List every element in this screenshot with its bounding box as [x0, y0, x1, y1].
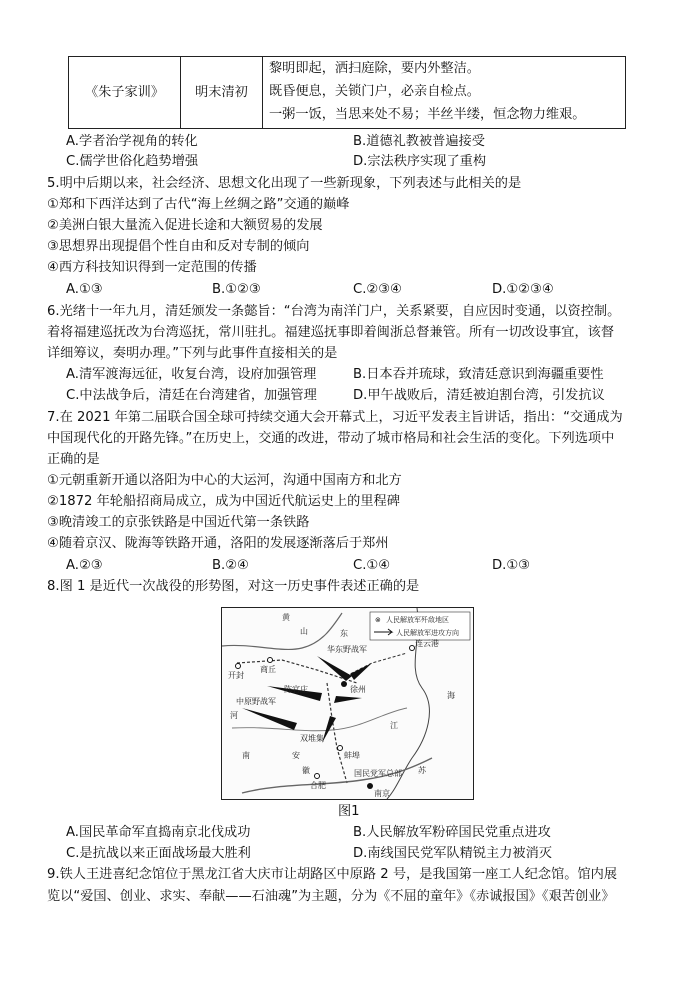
map-label-bengbu: 蚌埠: [344, 751, 360, 760]
legend-attack-label: 人民解放军进攻方向: [396, 629, 459, 637]
q4-option-a: A.学者治学视角的转化: [66, 134, 198, 149]
q6-option-c: C.中法战争后，清廷在台湾建省，加强管理: [66, 388, 317, 403]
city-dot: [315, 774, 320, 779]
map-label-huang: 黄: [282, 613, 290, 622]
q5-option-b: B.①②③: [212, 282, 261, 297]
q5-item: ②美洲白银大量流入促进长途和大额贸易的发展: [47, 218, 323, 233]
city-dot: [410, 646, 415, 651]
table-source-text: 《朱子家训》: [84, 85, 165, 100]
city-dot: [341, 681, 347, 687]
map-label-jiang: 江: [390, 721, 398, 730]
table-period-text: 明末清初: [195, 85, 248, 100]
q7-option-c: C.①④: [353, 558, 391, 573]
q8-option-b: B.人民解放军粉碎国民党重点进攻: [353, 825, 551, 840]
q8-option-c: C.是抗战以来正面战场最大胜利: [66, 846, 251, 861]
map-label-kaifeng: 开封: [228, 671, 244, 680]
q6-option-a: A.清军渡海远征，收复台湾，设府加强管理: [66, 367, 317, 382]
q7-option-d: D.①③: [492, 558, 530, 573]
q8-option-d: D.南线国民党军队精锐主力被消灭: [353, 846, 552, 861]
map-label-shangqiu: 商丘: [260, 665, 276, 674]
city-dot: [338, 746, 343, 751]
q5-item: ①郑和下西洋达到了古代“海上丝绸之路”交通的巅峰: [47, 197, 350, 212]
map-label-xuzhou: 徐州: [350, 685, 366, 694]
map-label-an: 安: [292, 751, 300, 760]
map-label-hefei: 合肥: [310, 781, 326, 790]
table-content-line: 既昏便息，关锁门户，必亲自检点。: [269, 84, 480, 99]
q5-option-a: A.①③: [66, 282, 103, 297]
q5-stem: 5.明中后期以来，社会经济、思想文化出现了一些新现象，下列表述与此相关的是: [47, 176, 522, 191]
city-dot: [236, 664, 241, 669]
q8-stem: 8.图 1 是近代一次战役的形势图，对这一历史事件表述正确的是: [47, 579, 420, 594]
q6-stem-line: 详细筹议，奏明办理。”下列与此事件直接相关的是: [47, 346, 338, 361]
q4-option-c: C.儒学世俗化趋势增强: [66, 154, 199, 169]
q4-option-d: D.宗法秩序实现了重构: [353, 154, 487, 169]
q6-option-b: B.日本吞并琉球，致清廷意识到海疆重要性: [353, 367, 604, 382]
q5-item: ④西方科技知识得到一定范围的传播: [47, 260, 257, 275]
map-label-shuangdui: 双堆集: [300, 734, 324, 743]
figure-caption: 图1: [338, 804, 360, 819]
map-label-nanjing: 南京: [374, 789, 390, 798]
q4-option-b: B.道德礼教被普遍接受: [353, 134, 485, 149]
q7-item: ②1872 年轮船招商局成立，成为中国近代航运史上的里程碑: [47, 494, 400, 509]
map-label-lianyungang: 连云港: [415, 639, 439, 648]
q9-line: 9.铁人王进喜纪念馆位于黑龙江省大庆市让胡路区中原路 2 号，是我国第一座工人纪念馆。馆内展: [47, 867, 618, 882]
q5-option-d: D.①②③④: [492, 282, 554, 297]
map-label-he: 河: [230, 711, 238, 720]
q7-option-b: B.②④: [212, 558, 249, 573]
q7-stem-line: 中国现代化的开路先锋。”在历史上，交通的改进，带动了城市格局和社会生活的变化。下列选项中: [47, 431, 615, 446]
table-cell-source: [69, 57, 181, 128]
map-label-nan: 南: [242, 751, 250, 760]
attack-arrow: [242, 708, 297, 730]
q7-item: ④随着京汉、陇海等铁路开通，洛阳的发展逐渐落后于郑州: [47, 536, 389, 551]
q6-option-d: D.甲午战败后，清廷被迫割台湾，引发抗议: [353, 388, 605, 403]
map-label-guomindang: 国民党军总部: [354, 769, 402, 778]
city-dot: [268, 658, 273, 663]
map-label-shan: 山: [300, 627, 308, 636]
legend-annihilation-label: 人民解放军歼敌地区: [386, 616, 449, 624]
battle-map: [221, 607, 474, 800]
q9-line: 览以“爱国、创业、求实、奉献——石油魂”为主题，分为《不屈的童年》《赤诚报国》《艰苦创业》: [47, 889, 615, 904]
map-label-dong: 东: [340, 629, 348, 638]
map-label-hai: 海: [447, 691, 455, 700]
huai-river: [232, 708, 407, 731]
q7-stem-line: 正确的是: [47, 452, 100, 467]
map-label-hui: 徽: [302, 766, 310, 775]
q7-stem-line: 7.在 2021 年第二届联合国全球可持续交通大会开幕式上，习近平发表主旨讲话，指出：“交通成为: [47, 410, 623, 425]
attack-arrow: [317, 656, 352, 681]
map-label-su: 苏: [418, 766, 426, 775]
q8-option-a: A.国民革命军直捣南京北伐成功: [66, 825, 251, 840]
q6-stem-line: 着将福建巡抚改为台湾巡抚，常川驻扎。福建巡抚事即着闽浙总督兼管。所有一切改设事宜，该督: [47, 325, 615, 340]
map-label-zhongyuan: 中原野战军: [236, 697, 276, 706]
attack-arrow: [334, 696, 362, 703]
q6-stem-line: 6.光绪十一年九月，清廷颁发一条懿旨：“台湾为南洋门户，关系紧要，自应因时变通，以资控制。: [47, 304, 621, 319]
legend-cross-icon: ⊗: [375, 616, 381, 624]
q7-item: ③晚清竣工的京张铁路是中国近代第一条铁路: [47, 515, 310, 530]
table-content-line: 一粥一饭，当思来处不易；半丝半缕，恒念物力维艰。: [269, 107, 586, 122]
map-label-chenguanzhuang: 陈官庄: [284, 685, 308, 694]
quote-table: [68, 56, 626, 129]
table-cell-period: [181, 57, 263, 128]
q5-option-c: C.②③④: [353, 282, 402, 297]
q7-item: ①元朝重新开通以洛阳为中心的大运河，沟通中国南方和北方: [47, 473, 402, 488]
map-label-huadong: 华东野战军: [327, 645, 367, 654]
attack-arrow: [350, 663, 372, 680]
q5-item: ③思想界出现提倡个性自由和反对专制的倾向: [47, 239, 310, 254]
table-content-line: 黎明即起，洒扫庭除，要内外整洁。: [269, 61, 480, 76]
yangtze-river: [242, 758, 432, 793]
battle-map-svg: [222, 608, 473, 799]
q7-option-a: A.②③: [66, 558, 103, 573]
city-dot: [367, 783, 373, 789]
